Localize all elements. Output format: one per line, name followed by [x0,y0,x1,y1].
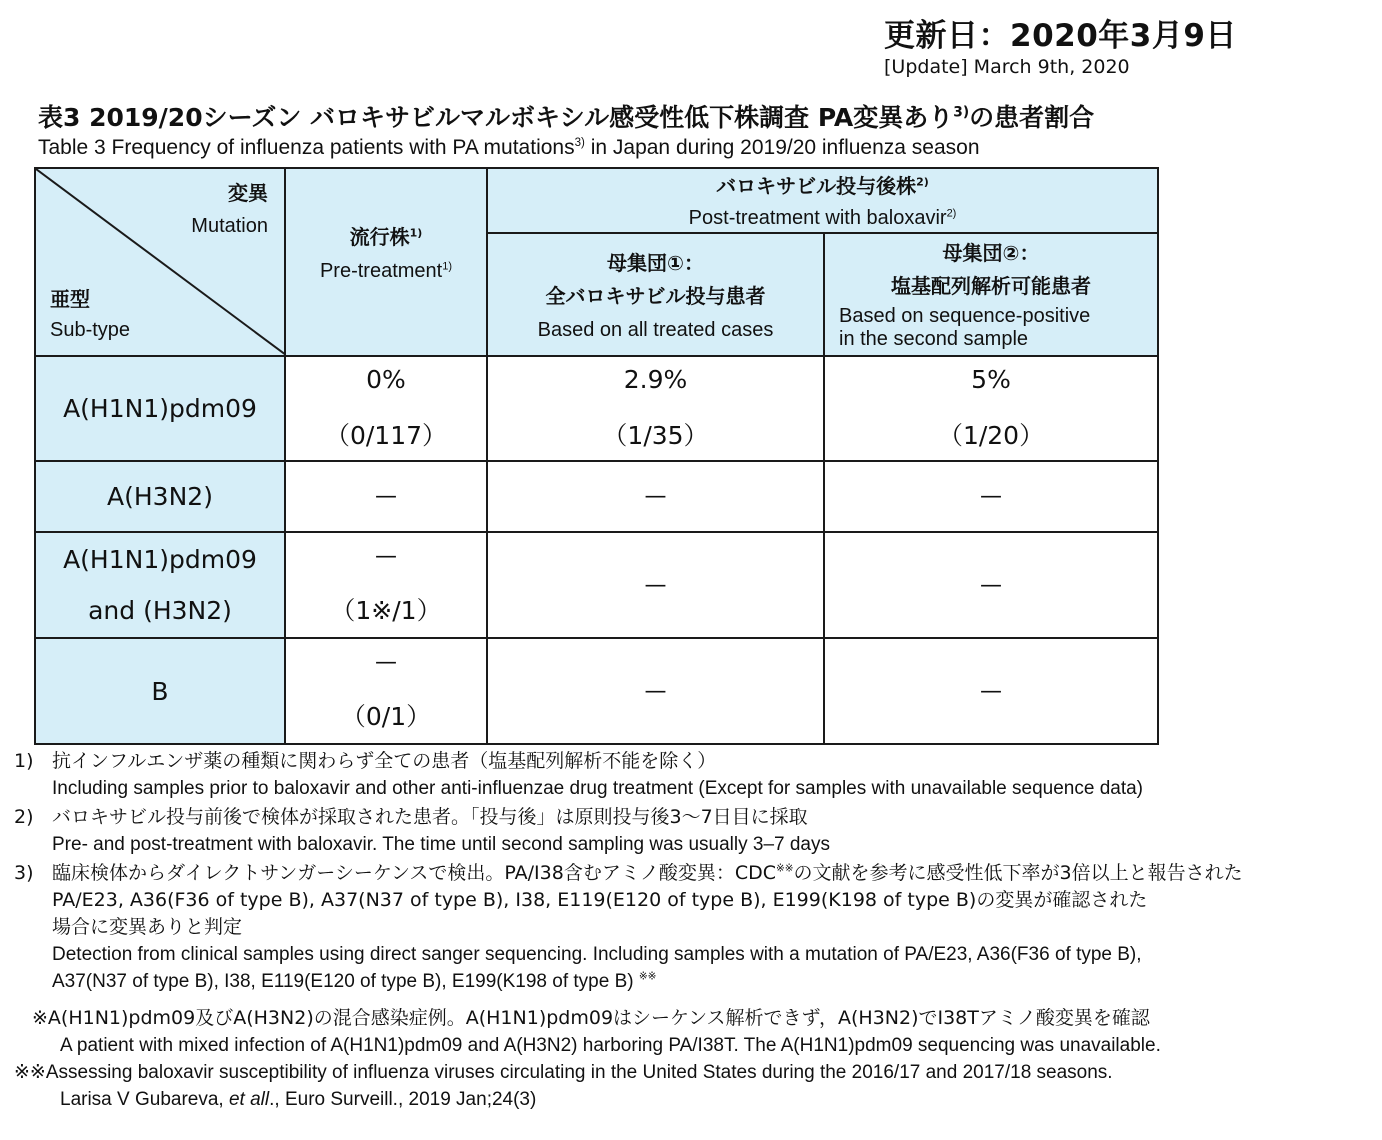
pre-treatment-label-en [286,260,486,283]
title-en-text: Table 3 Frequency of influenza patients with PA mutations [38,136,575,159]
pre-ja-footnote-ref: 1) [409,226,423,240]
pre-count: （1※/1） [330,595,442,625]
footnote-3-en-line2-text: A37(N37 of type B), I38, E119(E120 of type B), E199(K198 of type B) [52,971,634,992]
footnote-2-number: 2) [14,806,34,828]
pre-en-footnote-ref: 1) [442,260,453,273]
star-note-en: A patient with mixed infection of A(H1N1)pdm09 and A(H3N2) harboring PA/I38T. The A(H1N1)pdm09 sequencing was unavailable. [60,1035,1161,1056]
pop2-percent: 5% [971,365,1011,394]
ref-journal: ., Euro Surveill., 2019 Jan;24(3) [269,1089,537,1110]
pop1-cell [487,356,824,461]
pop1-cell: — [487,461,824,532]
pa-mutation-table [34,167,1159,745]
footnote-3-ja-line2: PA/E23, A36(F36 of type B), A37(N37 of type B), I38, E119(E120 of type B), E199(K198 of type B)の変異が確認された [52,889,1148,911]
footnote-3-en-ref-mark: ※※ [638,971,657,983]
pop1-cell: — [487,532,824,638]
pre-treatment-cell [285,532,487,638]
footnote-1-ja: 抗インフルエンザ薬の種類に関わらず全ての患者（塩基配列解析不能を除く） [52,750,717,772]
table-row [35,638,1158,744]
subtype-cell: B [35,638,285,744]
pop1-label-ja-line2: 全バロキサビル投与患者 [545,283,766,308]
pop2-cell: — [824,532,1158,638]
subtype-label-ja: 亜型 [50,287,90,311]
pop1-label-ja-line1: 母集団①： [607,250,704,275]
mutation-label-ja: 変異 [228,181,268,205]
subtype-cell [35,532,285,638]
post-treatment-label-en [488,207,1157,230]
pop2-label-en-line1: Based on sequence-positive [839,305,1091,328]
ref-author: Larisa V Gubareva, [60,1089,229,1110]
mutation-label-en: Mutation [191,215,268,237]
table-row [35,461,1158,532]
pop2-label-en-line2: in the second sample [839,328,1029,351]
footnote-3-ja-line1-rest: の文献を参考に感受性低下率が3倍以上と報告された [793,862,1243,884]
pre-treatment-label-ja [286,221,486,250]
pop2-cell: — [824,461,1158,532]
footnote-1-number: 1) [14,750,34,772]
pre-dash: — [375,649,397,675]
pre-count: （0/1） [340,701,432,731]
population2-header [824,233,1158,356]
footnotes [14,748,1374,1113]
pre-treatment-cell: — [285,461,487,532]
subtype-cell: A(H1N1)pdm09 [35,356,285,461]
title-en-suffix: in Japan during 2019/20 influenza season [584,136,980,159]
pop1-percent: 2.9% [623,365,688,394]
footnote-2-en: Pre- and post-treatment with baloxavir. The time until second sampling was usually 3–7 days [52,834,830,855]
subtype-line2: and (H3N2) [88,596,232,625]
footnote-1 [14,748,1374,775]
footnote-2 [14,804,1374,831]
update-date-en: [Update] March 9th, 2020 [884,56,1130,78]
subtype-line1: A(H1N1)pdm09 [63,545,257,574]
table-row [35,356,1158,461]
double-star-note: ※※Assessing baloxavir susceptibility of influenza viruses circulating in the United States during the 2016/17 and 2017/18 seasons. [14,1062,1113,1083]
population1-header [487,233,824,356]
reference-citation [14,1086,1374,1113]
table-title-en [38,136,980,160]
star-note-ja: ※A(H1N1)pdm09及びA(H3N2)の混合感染症例。A(H1N1)pdm09はシーケンス解析できず，A(H3N2)でI38Tアミノ酸変異を確認 [32,1007,1150,1029]
pre-dash: — [375,543,397,569]
pop1-count: （1/35） [602,421,709,450]
pre-treatment-cell [285,356,487,461]
table-title-ja [38,98,1094,134]
ref-etal: et all [228,1089,270,1110]
footnote-1-en: Including samples prior to baloxavir and other anti-influenzae drug treatment (Except for samples with unavailable sequence data) [52,778,1143,799]
pop2-count: （1/20） [937,421,1045,450]
footnote-3-ja-line1: 臨床検体からダイレクトサンガーシーケンスで検出。PA/I38含むアミノ酸変異：CDC [52,862,776,884]
pre-ja-text: 流行株 [349,225,410,249]
post-ja-text: バロキサビル投与後株 [716,174,917,199]
post-ja-footnote-ref: 2) [916,175,929,189]
subtype-cell: A(H3N2) [35,461,285,532]
pop2-cell: — [824,638,1158,744]
footnote-3-ref-mark: ※※ [775,862,794,875]
footnote-2-ja: バロキサビル投与前後で検体が採取された患者。「投与後」は原則投与後3～7日目に採取 [52,806,808,828]
pop1-cell: — [487,638,824,744]
post-en-text: Post-treatment with baloxavir [688,207,947,230]
pop2-cell [824,356,1158,461]
pre-count: （0/117） [324,421,448,450]
footnote-3 [14,860,1374,887]
title-ja-footnote-ref: 3) [953,104,970,121]
pre-en-text: Pre-treatment [319,260,443,282]
subtype-label-en: Sub-type [50,319,131,341]
post-treatment-label-ja [488,170,1157,199]
footnote-3-number: 3) [14,862,34,884]
footnote-3-ja-line3: 場合に変異ありと判定 [52,916,243,938]
pre-treatment-cell [285,638,487,744]
pop1-label-en: Based on all treated cases [537,318,774,341]
table-row [35,532,1158,638]
pre-treatment-header [285,168,487,356]
post-treatment-header [487,168,1158,233]
title-en-footnote-ref: 3) [574,137,585,149]
pre-percent: 0% [366,365,406,394]
title-ja-suffix: の患者割合 [969,103,1095,132]
pop2-label-ja-line2: 塩基配列解析可能患者 [891,274,1091,299]
footnote-3-en-line2 [14,968,1374,995]
header-corner-cell [35,168,285,356]
pop2-label-ja-line1: 母集団②： [942,241,1040,266]
post-en-footnote-ref: 2) [946,207,957,220]
title-ja-text: 表3 2019/20シーズン バロキサビルマルボキシル感受性低下株調査 PA変異あり [38,103,954,132]
update-date-ja: 更新日：2020年3月9日 [884,18,1237,54]
footnote-3-en-line1: Detection from clinical samples using direct sanger sequencing. Including samples with a mutation of PA/E23, A36(F36 of type B), [52,944,1142,965]
